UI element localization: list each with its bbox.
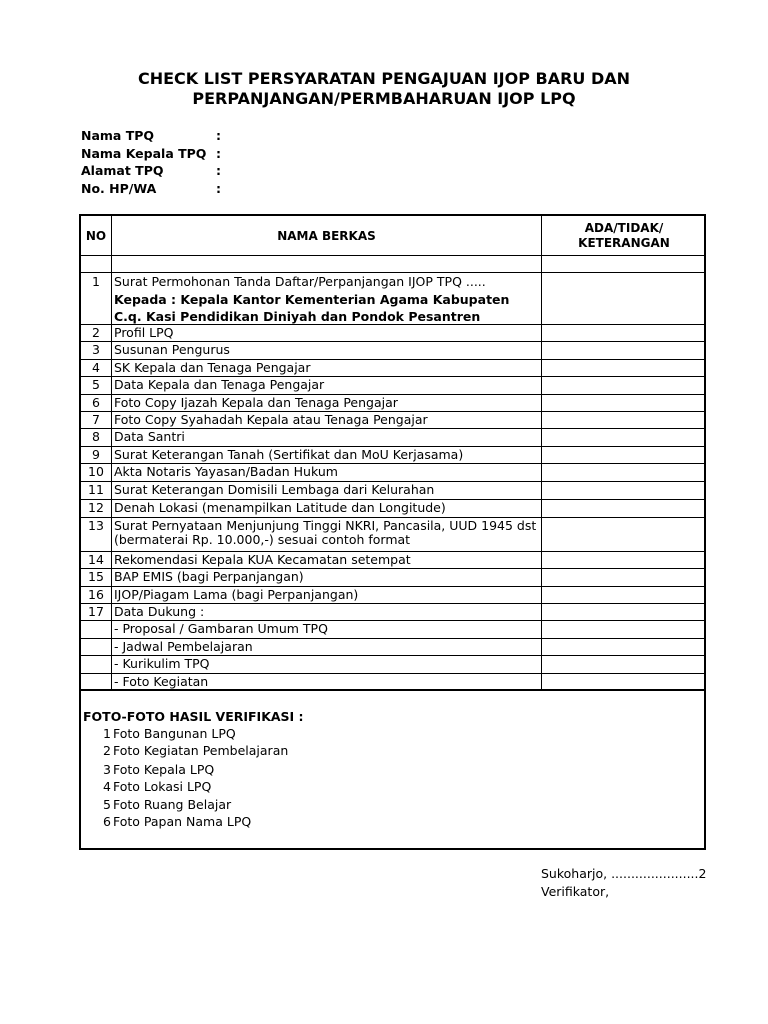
verification-item-number: 1: [103, 726, 111, 741]
verification-item: Foto Ruang Belajar: [113, 797, 232, 812]
info-colon: :: [216, 163, 221, 178]
row-number: 12: [88, 500, 104, 515]
title-line-2: PERPANJANGAN/PERMBAHARUAN IJOP LPQ: [192, 89, 576, 108]
document-name: - Proposal / Gambaran Umum TPQ: [114, 621, 328, 636]
row-divider: [81, 324, 704, 325]
document-name: Surat Keterangan Tanah (Sertifikat dan MoU Kerjasama): [114, 447, 464, 462]
info-label: Alamat TPQ: [81, 163, 164, 178]
header-nama-berkas: NAMA BERKAS: [277, 229, 376, 243]
title-line-1: CHECK LIST PERSYARATAN PENGAJUAN IJOP BARU DAN: [137, 69, 631, 88]
document-name: Susunan Pengurus: [114, 342, 230, 357]
row13-line-1: Surat Pernyataan Menjunjung Tinggi NKRI, Pancasila, UUD 1945 dst: [114, 518, 537, 533]
document-name: IJOP/Piagam Lama (bagi Perpanjangan): [114, 587, 359, 602]
document-name: Foto Copy Syahadah Kepala atau Tenaga Pengajar: [114, 412, 428, 427]
document-name: Surat Keterangan Domisili Lembaga dari Kelurahan: [114, 482, 435, 497]
row-number: 15: [88, 569, 104, 584]
column-divider: [111, 216, 112, 689]
document-name: Data Dukung :: [114, 604, 205, 619]
verification-item: Foto Kepala LPQ: [113, 762, 215, 777]
row-number: 3: [92, 342, 100, 357]
row-number: 11: [88, 482, 104, 497]
row1-line-1: Surat Permohonan Tanda Daftar/Perpanjangan IJOP TPQ .....: [114, 274, 486, 289]
row-number: 9: [92, 447, 100, 462]
verification-item-number: 5: [103, 797, 111, 812]
row-number: 5: [92, 377, 100, 392]
document-title: [0, 69, 768, 109]
info-label: No. HP/WA: [81, 180, 157, 196]
verification-item-number: 6: [103, 814, 111, 829]
document-name: - Kurikulim TPQ: [114, 656, 210, 671]
document-name: Akta Notaris Yayasan/Badan Hukum: [114, 464, 338, 479]
verification-item-number: 4: [103, 779, 111, 794]
row13-line-2: (bermaterai Rp. 10.000,-) sesuai contoh format: [114, 532, 411, 547]
verification-item: Foto Bangunan LPQ: [113, 726, 236, 741]
row-number: 6: [92, 395, 100, 410]
document-name: Data Santri: [114, 429, 185, 444]
header-no: NO: [85, 229, 107, 243]
document-name: SK Kepala dan Tenaga Pengajar: [114, 360, 311, 375]
verification-item: Foto Kegiatan Pembelajaran: [113, 743, 289, 758]
info-label: Nama TPQ: [81, 128, 155, 143]
document-name: BAP EMIS (bagi Perpanjangan): [114, 569, 304, 584]
row-number: 7: [92, 412, 100, 427]
info-label: Nama Kepala TPQ: [81, 145, 207, 161]
row-number: 2: [92, 325, 100, 340]
row-number: 4: [92, 360, 100, 375]
verification-item-number: 2: [103, 743, 111, 758]
signature-place-date: Sukoharjo, ......................2: [541, 866, 707, 881]
verification-section: [79, 689, 706, 850]
row-number: 8: [92, 429, 100, 444]
document-name: Profil LPQ: [114, 325, 174, 340]
verification-item: Foto Papan Nama LPQ: [113, 814, 252, 829]
row1-line-3: C.q. Kasi Pendidikan Diniyah dan Pondok Pesantren: [114, 309, 481, 324]
row-number: 13: [88, 518, 104, 533]
column-divider: [541, 216, 542, 689]
header-status-line-1: ADA/TIDAK/: [584, 221, 664, 235]
info-colon: :: [216, 128, 221, 143]
row-number: 17: [88, 604, 104, 619]
verification-title: FOTO-FOTO HASIL VERIFIKASI :: [83, 709, 304, 724]
checklist-table: [79, 214, 706, 691]
row-divider: [81, 272, 704, 273]
info-colon: :: [216, 180, 221, 196]
signature-role: Verifikator,: [541, 884, 610, 899]
document-name: Foto Copy Ijazah Kepala dan Tenaga Pengajar: [114, 395, 398, 410]
verification-item: Foto Lokasi LPQ: [113, 779, 212, 794]
info-colon: :: [216, 145, 221, 161]
row1-line-2: Kepada : Kepala Kantor Kementerian Agama Kabupaten: [114, 292, 510, 307]
header-status: [542, 221, 706, 251]
verification-item-number: 3: [103, 762, 111, 777]
row-number: 1: [92, 274, 100, 289]
document-name: - Jadwal Pembelajaran: [114, 639, 253, 654]
row-number: 14: [88, 552, 104, 567]
document-name: - Foto Kegiatan: [114, 674, 209, 689]
header-status-line-2: KETERANGAN: [578, 236, 670, 250]
row-number: 10: [88, 464, 104, 479]
row-number: 16: [88, 587, 104, 602]
document-name: Rekomendasi Kepala KUA Kecamatan setempat: [114, 552, 411, 567]
document-name: Denah Lokasi (menampilkan Latitude dan Longitude): [114, 500, 446, 515]
document-name: Data Kepala dan Tenaga Pengajar: [114, 377, 325, 392]
row-divider: [81, 255, 704, 256]
